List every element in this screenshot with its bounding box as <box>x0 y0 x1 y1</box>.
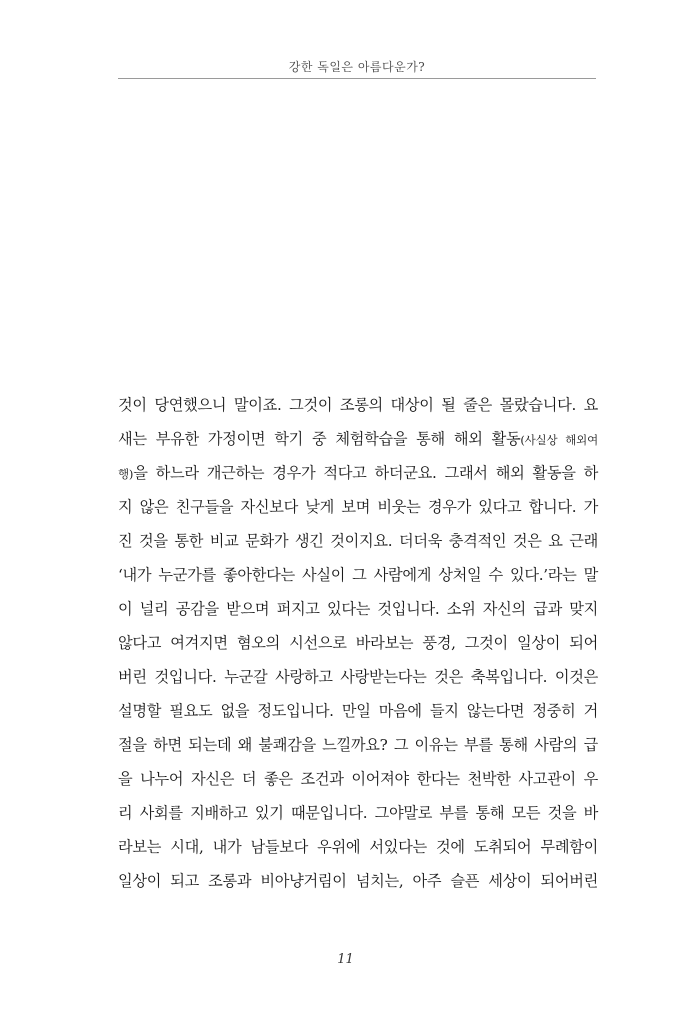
text-line <box>118 592 598 626</box>
text-run: 라보는 시대, 내가 남들보다 우위에 서있다는 것에 도취되어 무례함이 <box>118 838 598 856</box>
page-number: 11 <box>337 952 354 967</box>
text-line <box>118 796 598 830</box>
text-line <box>118 422 598 456</box>
text-line <box>118 524 598 558</box>
text-line <box>118 660 598 694</box>
text-line <box>118 728 598 762</box>
text-run: 않다고 여겨지면 혐오의 시선으로 바라보는 풍경, 그것이 일상이 되어 <box>118 634 598 652</box>
parenthetical-note: (사실상 해외여 <box>520 433 598 447</box>
text-run: 버린 것입니다. 누군갈 사랑하고 사랑받는다는 것은 축복입니다. 이것은 <box>118 668 598 686</box>
text-run: 이 널리 공감을 받으며 퍼지고 있다는 것입니다. 소위 자신의 급과 맞지 <box>118 600 598 618</box>
parenthetical-note: 행) <box>118 467 134 481</box>
text-run: 리 사회를 지배하고 있기 때문입니다. 그야말로 부를 통해 모든 것을 바 <box>118 804 598 822</box>
text-line <box>118 694 598 728</box>
text-run: 을 하느라 개근하는 경우가 적다고 하더군요. 그래서 해외 활동을 하 <box>133 464 598 482</box>
text-line <box>118 388 598 422</box>
text-line <box>118 864 598 898</box>
header-rule <box>118 78 596 79</box>
text-run: 설명할 필요도 없을 정도입니다. 만일 마음에 들지 않는다면 정중히 거 <box>118 702 598 720</box>
text-line <box>118 830 598 864</box>
text-line <box>118 626 598 660</box>
text-run: 을 나누어 자신은 더 좋은 조건과 이어져야 한다는 천박한 사고관이 우 <box>118 770 598 788</box>
text-line <box>118 558 598 592</box>
text-run: 일상이 되고 조롱과 비아냥거림이 넘치는, 아주 슬픈 세상이 되어버린 <box>118 872 598 890</box>
text-line <box>118 456 598 490</box>
text-line <box>118 762 598 796</box>
text-run: 절을 하면 되는데 왜 불쾌감을 느낄까요? 그 이유는 부를 통해 사람의 급 <box>118 736 598 754</box>
text-run: ‘내가 누군가를 좋아한다는 사실이 그 사람에게 상처일 수 있다.’라는 말 <box>118 566 598 584</box>
running-title: 강한 독일은 아름다운가? <box>288 60 426 74</box>
body-text <box>118 388 598 898</box>
text-run: 진 것을 통한 비교 문화가 생긴 것이지요. 더더욱 충격적인 것은 요 근래 <box>118 532 598 550</box>
running-header <box>118 56 596 76</box>
text-run: 새는 부유한 가정이면 학기 중 체험학습을 통해 해외 활동 <box>118 430 521 448</box>
text-run: 지 않은 친구들을 자신보다 낮게 보며 비웃는 경우가 있다고 합니다. 가 <box>118 498 598 516</box>
text-run: 것이 당연했으니 말이죠. 그것이 조롱의 대상이 될 줄은 몰랐습니다. 요 <box>118 396 598 414</box>
text-line <box>118 490 598 524</box>
